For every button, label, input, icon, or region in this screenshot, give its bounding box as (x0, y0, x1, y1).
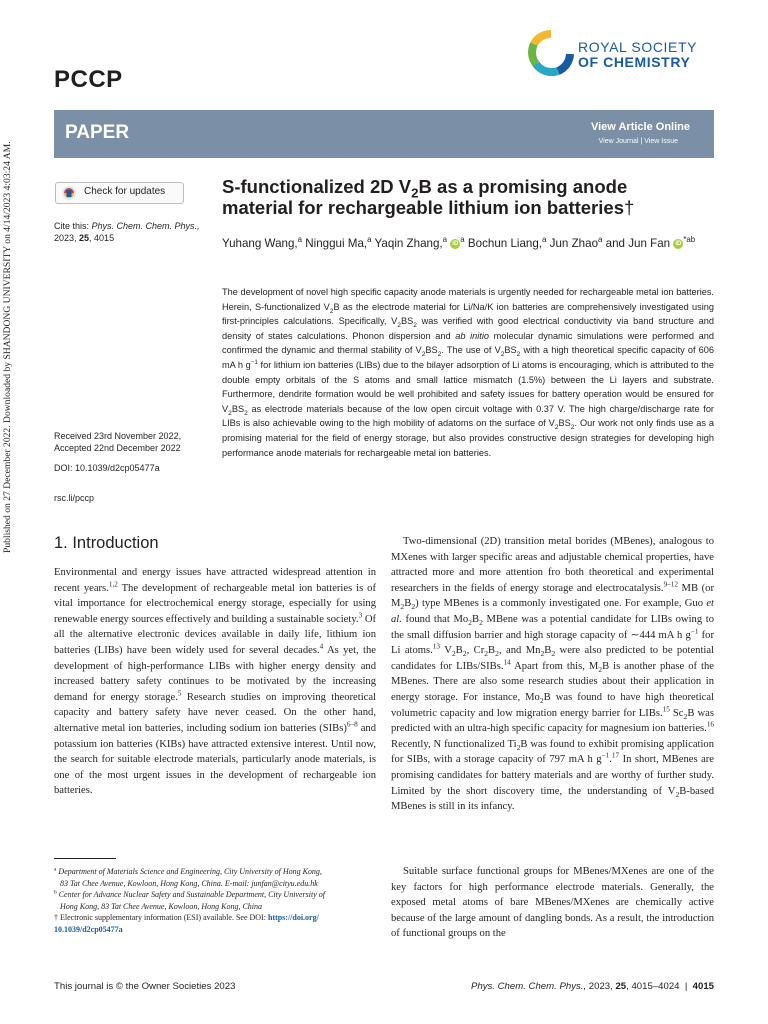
footer-pages: , 4015–4024 (626, 981, 680, 992)
citation-ref[interactable]: 5 (177, 689, 182, 698)
body-text: B (544, 645, 552, 657)
citation-ref[interactable]: 16 (706, 720, 714, 729)
link-separator: | (638, 138, 645, 145)
author-aff: *ab (683, 235, 696, 245)
abstract-text: BS (504, 345, 517, 356)
citation-ref[interactable]: 3 (358, 611, 363, 620)
subscript: 2 (683, 711, 688, 721)
abstract-text: was verified with good electrical conductivity via band structure and density of states calculations. Phonon dispersion and (222, 316, 715, 341)
orcid-icon[interactable]: iD (452, 240, 459, 247)
citation-ref[interactable]: 4 (319, 642, 324, 651)
subscript: 2 (228, 409, 232, 417)
body-text: Two-dimensional (2D) transition metal borides (MBenes), analogous to MXenes with larger specific areas and adjustable chemical properties, have attracted more and more attention fro both theoretical and experimental researchers in the fields of energy storage and electrocatalysis. (391, 536, 714, 594)
publisher-line1: ROYAL SOCIETY (578, 39, 698, 55)
cite-journal: Phys. Chem. Chem. Phys., (91, 221, 200, 231)
subscript: 2 (500, 351, 505, 359)
subscript: 2 (437, 351, 442, 359)
article-type: PAPER (65, 122, 130, 143)
abstract-text: BS (558, 418, 571, 429)
abstract-text: molecular dynamic simulations were performed and confirmed the dynamic and thermal stability of V (222, 330, 714, 356)
subscript: 2 (516, 742, 521, 752)
body-text: B was found to have high theoretical volumetric capacity and low migration energy barrier for LIBs. (391, 691, 714, 719)
subscript: 2 (540, 649, 545, 659)
abstract-text: . The use of V (441, 345, 501, 356)
footnote-text: Department of Materials Science and Engineering, City University of Hong Kong, (58, 867, 322, 876)
footer-journal: Phys. Chem. Chem. Phys., (470, 981, 587, 992)
superscript: −1 (690, 627, 699, 636)
subscript: 2 (554, 424, 559, 432)
body-text: In short, MBenes are promising candidates for battery materials and are worthy of further study. Limited by the short discovery time, the understanding of V (391, 754, 714, 797)
abstract-text: BS (400, 316, 414, 327)
body-text: Sc (669, 707, 684, 719)
superscript: −1 (250, 358, 258, 366)
subscript: 2 (244, 409, 248, 417)
subscript: 2 (400, 602, 405, 612)
article-title (222, 176, 702, 218)
author-aff: a (460, 235, 465, 245)
subscript: 2 (421, 351, 426, 359)
body-text: Recently, N functionalized Ti (391, 738, 517, 750)
subscript: 2 (329, 307, 334, 315)
body-text: B was predicted with an ultra-high specific capacity for magnesium ion batteries. (391, 707, 714, 735)
cite-year: 2023, (54, 233, 80, 243)
check-updates-icon (61, 185, 77, 201)
esi-doi-link-cont[interactable]: 10.1039/d2cp05477a (54, 924, 123, 934)
subscript: 2 (397, 322, 401, 330)
abstract-text: The development of novel high specific capacity anode materials is urgently needed for rechargeable metal ion batteries. Herein, S-functionalized V (222, 287, 714, 312)
author-conjunction: and (605, 237, 625, 250)
subscript: 2 (539, 696, 544, 706)
body-text: Environmental and energy issues have attracted widespread attention in recent years. (54, 567, 376, 594)
body-text: B (404, 598, 412, 610)
citation-ref[interactable]: 17 (611, 751, 620, 760)
footnote-text: Center for Advance Nuclear Safety and Sustainable Department, City University of (58, 890, 325, 900)
author-name[interactable]: Ninggui Ma, (305, 237, 368, 250)
body-text: B was found to exhibit promising application for SIBs, with a storage capacity of 797 mA h g (391, 738, 715, 766)
cite-volume: 25 (79, 233, 90, 243)
body-text: B-based MBenes is still in its infancy. (391, 785, 714, 813)
view-article-online-link[interactable]: View Article Online (590, 121, 690, 133)
subscript: 2 (570, 424, 575, 432)
citation-ref[interactable]: 14 (503, 658, 511, 667)
title-part: S-functionalized 2D V (222, 176, 412, 197)
abstract-text: with a high theoretical specific capacity of 606 mA h g (222, 345, 714, 370)
received-date: Received 23rd November 2022, (54, 431, 182, 441)
journal-name: PCCP (54, 66, 123, 93)
author-aff: a (598, 235, 603, 245)
body-text: B (455, 645, 463, 657)
subscript: 2 (479, 618, 483, 628)
body-text: Apart from this, M (510, 660, 599, 672)
cite-label: Cite this: (54, 221, 92, 231)
abstract-text: as electrode materials because of the low open circuit voltage with 0.37 V. The high charge/discharge rate for LIBs is also achievable owing to the high mobility of adatoms on the surface of V (222, 403, 714, 429)
doi[interactable]: DOI: 10.1039/d2cp05477a (54, 463, 160, 473)
cite-pages: , 4015 (89, 233, 115, 243)
author-aff: a (367, 235, 372, 245)
body-text: . (609, 754, 612, 766)
subscript: 2 (551, 649, 556, 659)
esi-doi-link[interactable]: https://doi.org/ (267, 913, 319, 923)
body-text: and potassium ion batteries (KIBs) have attracted extensive interest. Until now, the search for suitable electrode materials, particularly anode materials, is one of the most urgent issues in the development of rechargeable ion batteries. (54, 722, 376, 797)
body-text: for Li atoms. (391, 629, 714, 657)
check-for-updates-button[interactable] (55, 182, 184, 204)
affiliation-b (54, 889, 376, 901)
citation (54, 220, 214, 244)
footer-year: 2023, (586, 981, 616, 992)
subscript: 2 (413, 322, 417, 330)
title-dagger: † (623, 197, 635, 218)
citation-ref[interactable]: 6–8 (346, 720, 358, 729)
title-sub: 2 (411, 185, 419, 201)
affiliation-b-cont: Hong Kong, 83 Tat Chee Avenue, Kowloon, Hong Kong, China (60, 901, 263, 911)
citation-ref[interactable]: 1,2 (108, 580, 118, 589)
subscript: 2 (468, 618, 472, 628)
footer-volume: 25 (615, 981, 627, 992)
body-text: ) type MBenes is a commonly investigated one. For example, Guo (415, 598, 707, 610)
view-links (599, 138, 678, 145)
citation-ref[interactable]: 13 (432, 642, 440, 651)
affiliation-a-cont: 83 Tat Chee Avenue, Kowloon, Hong Kong, China. E-mail: junfan@cityu.edu.hk (60, 878, 318, 888)
footnote-mark: b (54, 889, 57, 896)
body-text: As yet, the development of high-performance LIBs with higher energy density and increased battery safety continues to be motivated by the increasing demand for energy storage. (54, 644, 376, 703)
intro-paragraph-1 (54, 565, 376, 799)
footer-separator: | (679, 981, 693, 992)
abstract-text: BS (231, 403, 245, 414)
publisher-logo[interactable] (528, 30, 718, 80)
publisher-line2: OF CHEMISTRY (578, 54, 691, 70)
subscript: 2 (516, 351, 521, 359)
accepted-date: Accepted 22nd December 2022 (54, 443, 181, 453)
author-aff: a (297, 235, 303, 245)
body-text: MBene was a potential candidate for LIBs owing to the small diffusion barrier and high storage capacity of ∼444 mA h g (391, 613, 715, 641)
abstract-text: B as the electrode material for Li/Na/K ion batteries are comprehensively investigated using first-principles calculations. Specifically, V (222, 301, 714, 327)
body-text: The development of rechargeable metal ion batteries is of vital importance for electrochemical energy storage, especially for using renewable energy sources effectively and building a sustainable society. (54, 582, 376, 625)
author-name[interactable]: Bochun Liang, (467, 237, 543, 250)
intro-paragraph-2 (391, 534, 714, 815)
download-notice-sidebar: Published on 27 December 2022. Downloaded by SHANDONG UNIVERSITY on 4/14/2023 4:03:24 AM. (2, 141, 13, 553)
footnote-mark: a (54, 866, 57, 873)
body-text: , Cr (466, 645, 485, 657)
abstract-text: . Our work not only finds use as a promising material for the field of energy storage, but also provides constructive design strategies for developing high performance anode materials for rechargeable metal ion batteries. (222, 418, 714, 458)
body-text: MB (or M (391, 582, 715, 610)
copyright-footer: This journal is © the Owner Societies 2023 (54, 981, 236, 992)
abstract (222, 285, 714, 460)
body-text: , and Mn (498, 645, 541, 657)
intro-paragraph-3: Suitable surface functional groups for MBenes/MXenes are one of the key factors for high performance electrode materials. Generally, the exposed metal atoms of bare MBenes/MXenes are chemically active because of the large amount of dangling bonds. As a result, the introduction of functional groups on the (391, 866, 714, 940)
author-name[interactable]: Jun Fan (628, 237, 671, 250)
subscript: 2 (495, 649, 499, 659)
article-type-banner (54, 110, 714, 158)
author-name[interactable]: Yaqin Zhang, (374, 237, 443, 250)
body-text: et al. (391, 598, 714, 625)
check-updates-label: Check for updates (84, 186, 166, 197)
author-aff: a (442, 235, 448, 245)
subscript: 2 (675, 789, 680, 799)
author-name[interactable]: Jun Zhao (549, 237, 599, 250)
body-text: B (488, 645, 496, 657)
footnote-divider (54, 858, 116, 859)
view-issue-link[interactable]: View Issue (644, 138, 678, 145)
author-aff: a (542, 235, 547, 245)
affiliation-a (54, 866, 376, 878)
abstract-text: BS (425, 345, 438, 356)
subscript: 2 (598, 664, 603, 674)
subscript: 2 (411, 602, 416, 612)
body-text: Research studies on improving theoretical capacity and battery safety have never ceased. On the other hand, alternative metal ion batteries, including sodium ion batteries (SIBs) (54, 691, 376, 734)
citation-ref[interactable]: 15 (662, 705, 670, 713)
footnote-text: † Electronic supplementary information (ESI) available. See DOI: (54, 913, 268, 923)
author-list (222, 236, 702, 252)
superscript: −1 (601, 751, 610, 760)
abstract-text: for lithium ion batteries (LIBs) due to the bilayer adsorption of Li atoms is encouraging, which is attributed to the double empty orbitals of the S atoms and small lattice mismatch (1.5%) between the Li layers and substrate. Furthermore, dendrite formation would be well prohibited and safety issues for battery operation would be ensured for V (222, 359, 714, 414)
affiliation-footnotes (54, 866, 376, 936)
author-name[interactable]: Yuhang Wang, (222, 237, 298, 250)
subscript: 2 (462, 649, 467, 659)
esi-note (54, 912, 376, 924)
citation-ref[interactable]: 9–12 (663, 580, 678, 589)
page-footer (471, 981, 714, 992)
rsc-logo-icon (528, 30, 574, 76)
view-journal-link[interactable]: View Journal (598, 138, 639, 145)
body-text: B (471, 613, 480, 625)
body-text: B is another phase of the MBenes. There are also some research studies about their application in energy storage. For instance, Mo (391, 660, 714, 703)
subscript: 2 (484, 649, 489, 659)
body-text: V (439, 645, 452, 657)
title-part: B as a promising anode material for rechargeable lithium ion batteries (222, 176, 628, 218)
body-text: found that Mo (401, 613, 469, 625)
subscript: 2 (451, 649, 456, 659)
abstract-text: ab initio (455, 330, 490, 341)
page-number: 4015 (692, 981, 714, 992)
orcid-icon[interactable]: iD (675, 240, 682, 247)
body-text: Of all the alternative electronic devices available in daily life, lithium ion batteries (LIBs) have been widely used for several decades. (54, 613, 377, 656)
journal-site-link[interactable]: rsc.li/pccp (54, 493, 95, 503)
section-heading: 1. Introduction (54, 534, 159, 552)
body-text: were also predicted to be potential candidates for LIBs/SIBs. (391, 645, 714, 672)
